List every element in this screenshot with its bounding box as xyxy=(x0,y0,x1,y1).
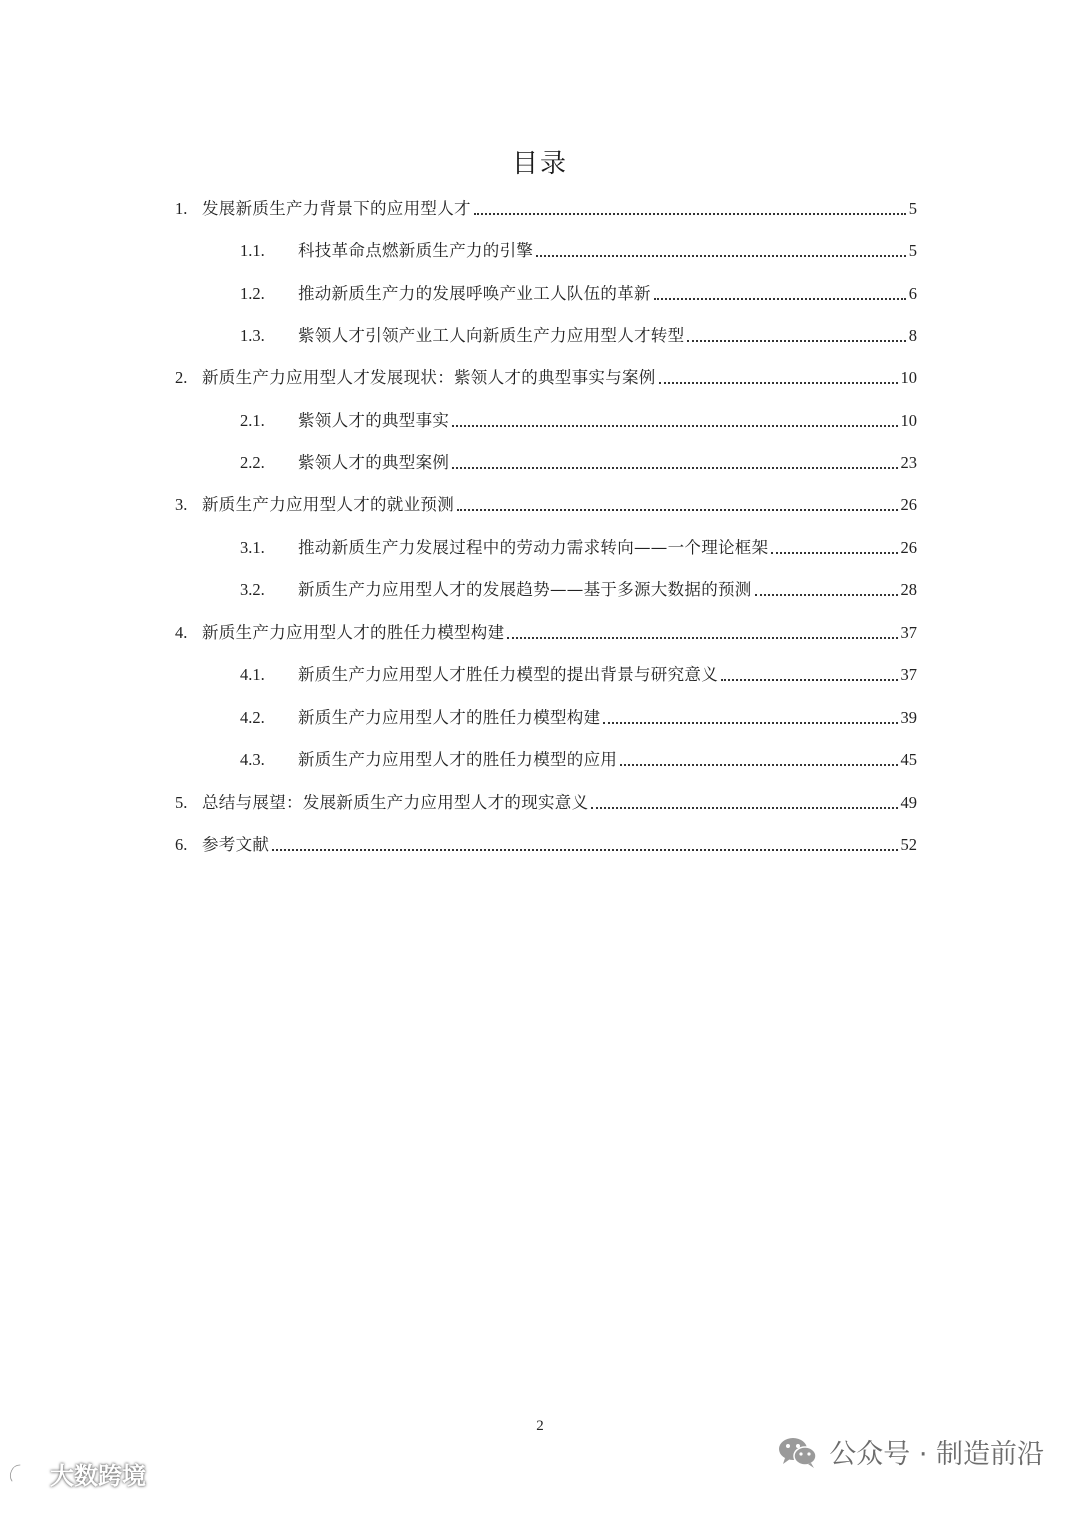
toc-dot-leader xyxy=(457,508,898,511)
toc-entry[interactable] xyxy=(175,792,917,814)
toc-dot-leader xyxy=(771,551,897,554)
toc-entry-page: 37 xyxy=(900,623,917,642)
toc-entry-title: 科技革命点燃新质生产力的引擎 xyxy=(298,241,534,260)
toc-entry-number: 2. xyxy=(175,368,188,387)
watermark-right xyxy=(777,1432,1044,1471)
toc-entry-title: 新质生产力应用型人才发展现状：紫领人才的典型事实与案例 xyxy=(202,368,656,387)
page-number: 2 xyxy=(536,1418,544,1434)
toc-entry[interactable] xyxy=(240,664,917,686)
watermark-left-text: 大数跨境 xyxy=(50,1462,146,1490)
toc-entry[interactable] xyxy=(240,579,917,601)
toc-entry[interactable] xyxy=(175,198,917,220)
toc-entry-number: 1.2. xyxy=(240,284,265,303)
toc-entry-page: 39 xyxy=(900,708,917,727)
toc-entry-number: 4.1. xyxy=(240,665,265,684)
toc-entry-page: 52 xyxy=(900,835,917,854)
toc-entry-number: 3.2. xyxy=(240,580,265,599)
toc-entry-number: 2.1. xyxy=(240,411,265,430)
toc-entry-number: 1.3. xyxy=(240,326,265,345)
toc-entry-title: 紫领人才的典型事实 xyxy=(298,411,450,430)
toc-dot-leader xyxy=(721,678,898,681)
wechat-icon xyxy=(777,1434,819,1470)
toc-entry-page: 5 xyxy=(908,241,917,260)
toc-entry-page: 6 xyxy=(908,284,917,303)
toc-entry-title: 紫领人才的典型案例 xyxy=(298,453,450,472)
toc-entry[interactable] xyxy=(175,834,917,856)
toc-entry-number: 4. xyxy=(175,623,188,642)
toc-entry-number: 3.1. xyxy=(240,538,265,557)
toc-entry-title: 新质生产力应用型人才的胜任力模型的应用 xyxy=(298,750,618,769)
toc-dot-leader xyxy=(452,424,897,427)
toc-entry-title: 新质生产力应用型人才的发展趋势——基于多源大数据的预测 xyxy=(298,580,752,599)
toc-entry[interactable] xyxy=(240,410,917,432)
toc-entry-title: 新质生产力应用型人才的胜任力模型构建 xyxy=(298,708,601,727)
watermark-right-text: 公众号 · 制造前沿 xyxy=(829,1439,1044,1470)
toc-entry-number: 1.1. xyxy=(240,241,265,260)
toc-entry-number: 1. xyxy=(175,199,188,218)
toc-entry-title: 紫领人才引领产业工人向新质生产力应用型人才转型 xyxy=(298,326,685,345)
toc-entry-page: 10 xyxy=(900,368,917,387)
toc-entry-title: 参考文献 xyxy=(202,835,270,854)
toc-entry-page: 37 xyxy=(900,665,917,684)
toc-entry-page: 10 xyxy=(900,411,917,430)
toc-entry-title: 总结与展望：发展新质生产力应用型人才的现实意义 xyxy=(202,793,589,812)
toc-dot-leader xyxy=(272,848,897,851)
toc-entry-number: 6. xyxy=(175,835,188,854)
toc-dot-leader xyxy=(474,212,906,215)
brand-logo-icon xyxy=(6,1459,46,1489)
toc-entry[interactable] xyxy=(240,325,917,347)
toc-entry[interactable] xyxy=(175,367,917,389)
toc-entry-page: 26 xyxy=(900,538,917,557)
toc-entry-page: 45 xyxy=(900,750,917,769)
toc-entry-page: 23 xyxy=(900,453,917,472)
toc-dot-leader xyxy=(536,254,906,257)
toc-entry[interactable] xyxy=(240,240,917,262)
toc-entry-number: 3. xyxy=(175,495,188,514)
toc-entry-page: 28 xyxy=(900,580,917,599)
toc-entry-title: 发展新质生产力背景下的应用型人才 xyxy=(202,199,471,218)
toc-entry-title: 新质生产力应用型人才的就业预测 xyxy=(202,495,454,514)
toc-dot-leader xyxy=(755,593,898,596)
toc-entry[interactable] xyxy=(240,749,917,771)
toc-entry-page: 5 xyxy=(908,199,917,218)
toc-entry[interactable] xyxy=(240,707,917,729)
toc-dot-leader xyxy=(452,466,897,469)
toc-entry[interactable] xyxy=(175,622,917,644)
toc-entry-page: 8 xyxy=(908,326,917,345)
toc-entry[interactable] xyxy=(240,452,917,474)
page-title: 目录 xyxy=(511,149,568,179)
toc-dot-leader xyxy=(507,636,897,639)
toc-entry-title: 新质生产力应用型人才胜任力模型的提出背景与研究意义 xyxy=(298,665,718,684)
toc-entry-title: 推动新质生产力发展过程中的劳动力需求转向——一个理论框架 xyxy=(298,538,769,557)
toc-entry[interactable] xyxy=(240,283,917,305)
watermark-left xyxy=(6,1456,146,1491)
toc-entry-number: 4.2. xyxy=(240,708,265,727)
toc-dot-leader xyxy=(687,339,905,342)
toc-entry[interactable] xyxy=(240,537,917,559)
toc-entry-number: 2.2. xyxy=(240,453,265,472)
toc-dot-leader xyxy=(603,721,897,724)
toc-entry[interactable] xyxy=(175,494,917,516)
toc-dot-leader xyxy=(620,763,897,766)
toc-dot-leader xyxy=(659,381,898,384)
toc-entry-page: 49 xyxy=(900,793,917,812)
toc-entry-number: 4.3. xyxy=(240,750,265,769)
toc-entry-title: 新质生产力应用型人才的胜任力模型构建 xyxy=(202,623,505,642)
toc-entry-title: 推动新质生产力的发展呼唤产业工人队伍的革新 xyxy=(298,284,651,303)
toc-entry-page: 26 xyxy=(900,495,917,514)
toc-dot-leader xyxy=(591,806,897,809)
toc-entry-number: 5. xyxy=(175,793,188,812)
toc-dot-leader xyxy=(654,297,906,300)
